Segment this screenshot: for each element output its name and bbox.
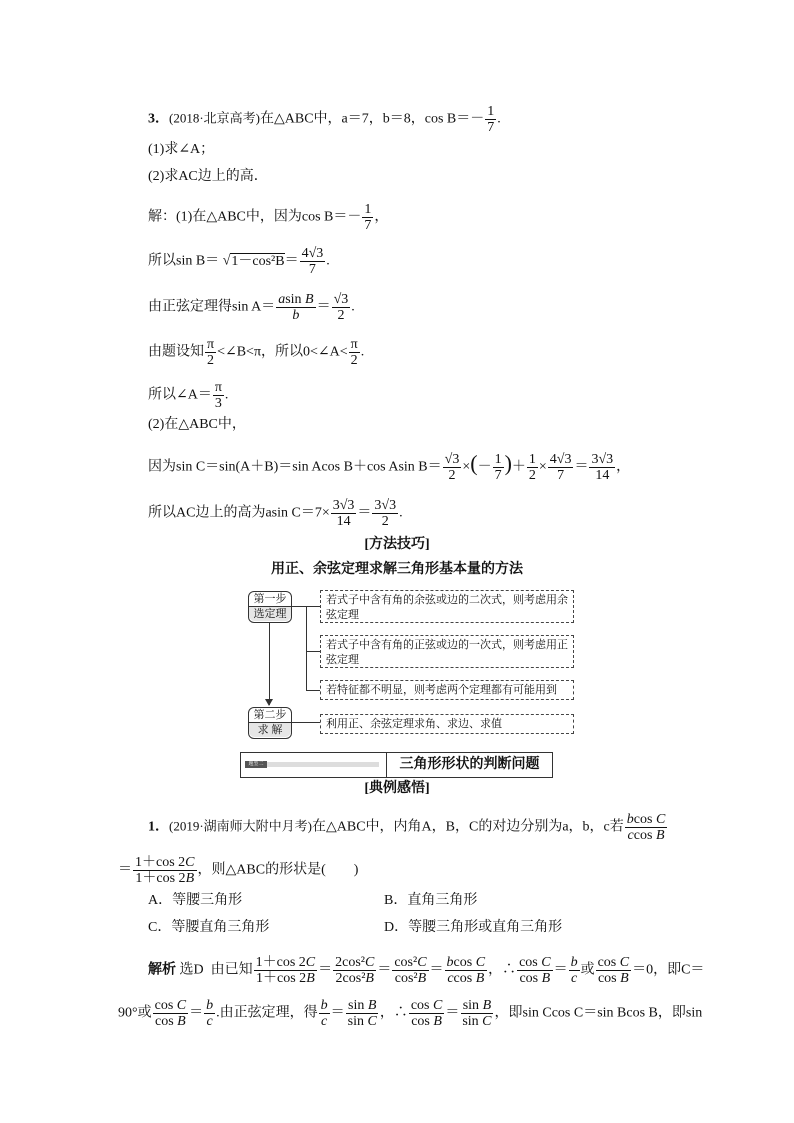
step-connector <box>269 623 270 705</box>
connector <box>292 606 306 607</box>
solution-line-8: 所以AC边上的高为asin C＝7× $\frac{3√3}{14}$ ＝ $\frac{3√3}{2}$ . <box>148 498 403 529</box>
q1-stem: 1．(2019·湖南师大附中月考)在△ABC中，内角A，B，C的对边分别为a，b，c若 $\frac{\text{bcos C}}{\text{ccos B}}$ <box>148 812 666 843</box>
connector <box>292 722 320 723</box>
method-header: [方法技巧] <box>364 537 430 552</box>
q1-option-c: C．等腰直角三角形 <box>148 920 270 935</box>
solution-line-5: 所以∠A＝ $\frac{\pi}{3}$ . <box>148 380 229 411</box>
q3-part1: (1)求∠A； <box>148 142 215 157</box>
q1-option-b: B．直角三角形 <box>384 893 478 908</box>
connector <box>306 690 320 691</box>
q1-stem-cont: ＝ $\frac{1+\cos 2C}{1+\cos 2B}$ ，则△ABC的形状是( ) <box>118 855 359 886</box>
method-title: 用正、余弦定理求解三角形基本量的方法 <box>271 562 523 577</box>
method-box-4: 利用正、余弦定理求角、求边、求值 <box>320 714 574 734</box>
section-tag-area <box>241 753 387 777</box>
solution-line-7: 因为sin C＝sin(A＋B)＝sin Acos B＋cos Asin B＝ $\frac{√3}{2}$ ×(－ $\frac{1}{7}$ )＋ $\frac{1}{2}$ × $\frac{4√3}{7}$ ＝ $\frac{3√3}{14}$ ， <box>148 450 631 483</box>
solution-line-4: 由题设知 $\frac{\pi}{2}$ <∠B<π，所以0<∠A< $\frac{\pi}{2}$ . <box>148 337 365 368</box>
method-box-1: 若式子中含有角的余弦或边的二次式，则考虑用余弦定理 <box>320 590 574 623</box>
q3-source: (2018·北京高考) <box>169 110 260 126</box>
solution-line-3: 由正弦定理得sin A＝ $\frac{\text{asin B}}{b}$ ＝ $\frac{√3}{2}$ . <box>148 292 355 323</box>
section-banner <box>240 752 553 778</box>
solution-line-6: (2)在△ABC中， <box>148 417 246 432</box>
connector <box>306 606 307 690</box>
q1-option-d: D．等腰三角形或直角三角形 <box>384 920 563 935</box>
section-title: 三角形形状的判断问题 <box>399 757 540 772</box>
section-tag: 题型二 <box>245 761 267 768</box>
solution-line-1: 解：(1)在△ABC中，因为cos B＝－ $\frac{1}{7}$ ， <box>148 202 389 233</box>
connector <box>306 606 320 607</box>
example-header: [典例感悟] <box>364 781 430 796</box>
step2-box: 第二步 求 解 <box>248 707 292 739</box>
connector <box>306 651 320 652</box>
method-box-2: 若式子中含有角的正弦或边的一次式，则考虑用正弦定理 <box>320 635 574 668</box>
arrow-down-icon <box>265 699 273 706</box>
fraction: $\frac{1}{7}$ <box>487 104 495 135</box>
q3-number: 3． <box>148 111 169 127</box>
q3-text: 在△ABC中，a＝7，b＝8，cos B＝－ <box>260 111 485 127</box>
step1-box: 第一步 选定理 <box>248 591 292 623</box>
answer-line-2: 90°或 $\frac{\text{cos C}}{\text{cos B}}$ ＝ $\frac{b}{c}$ .由正弦定理，得 $\frac{b}{c}$ ＝ $\frac{\text{sin B}}{\text{sin C}}$ ，∴ $\frac{\text{cos C}}{\text{cos B}}$ ＝ $\frac{\text{sin B}}{\text{sin C}}$ ，即sin Ccos C＝sin Bcos B，即sin <box>118 998 703 1029</box>
q3-part2: (2)求AC边上的高． <box>148 169 268 184</box>
q1-option-a: A．等腰三角形 <box>148 893 243 908</box>
method-box-3: 若特征都不明显，则考虑两个定理都有可能用到 <box>320 680 574 700</box>
solution-line-2: 所以sin B＝ √1－cos²B＝ $\frac{4√3}{7}$ . <box>148 246 330 277</box>
q3-stem: 3．(2018·北京高考)在△ABC中，a＝7，b＝8，cos B＝－ $\frac{1}{7}$ . <box>148 104 501 135</box>
answer-line-1: 解析 选D 由已知 $\frac{1+\cos 2C}{1+\cos 2B}$ ＝ $\frac{\text{2cos²C}}{\text{2cos²B}}$ ＝ $\frac{\text{cos²C}}{\text{cos²B}}$ ＝ $\frac{\text{bcos C}}{\text{ccos B}}$ ，∴ $\frac{\text{cos C}}{\text{cos B}}$ ＝ $\frac{b}{c}$ 或 $\frac{\text{cos C}}{\text{cos B}}$ ＝0，即C＝ <box>148 955 705 986</box>
